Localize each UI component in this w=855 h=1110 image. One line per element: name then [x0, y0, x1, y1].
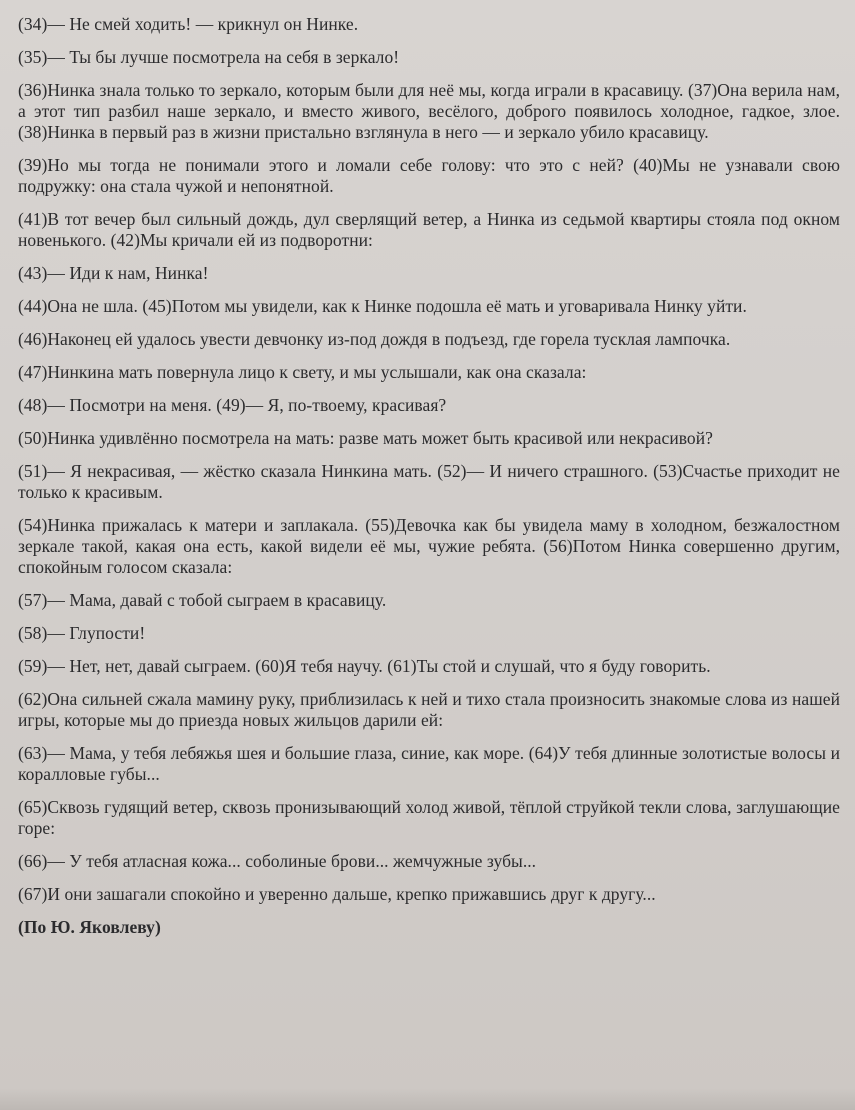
paragraph-44-45: (44)Она не шла. (45)Потом мы увидели, как к Нинке подошла её мать и уговаривала Нинку уйти.	[18, 296, 747, 316]
paragraph-43: (43)— Иди к нам, Нинка!	[18, 263, 209, 283]
paragraph-59-61: (59)— Нет, нет, давай сыграем. (60)Я тебя научу. (61)Ты стой и слушай, что я буду говорить.	[18, 656, 711, 676]
paragraph-48-49: (48)— Посмотри на меня. (49)— Я, по-твоему, красивая?	[18, 395, 447, 415]
paragraph-62: (62)Она сильней сжала мамину руку, приблизилась к ней и тихо стала произносить знакомые слова из нашей игры, которые мы до приезда новых жильцов дарили ей:	[18, 689, 840, 730]
paragraph-65: (65)Сквозь гудящий ветер, сквозь пронизывающий холод живой, тёплой струйкой текли слова, заглушающие горе:	[18, 797, 840, 838]
paragraph-54-56: (54)Нинка прижалась к матери и заплакала. (55)Девочка как бы увидела маму в холодном, безжалостном зеркале такой, какая она есть, какой видели её мы, чужие ребята. (56)Потом Нинка совершенно другим, спокойным голосом сказала:	[18, 515, 840, 577]
text-block	[18, 14, 840, 950]
page-bottom-shadow	[0, 1088, 855, 1110]
paragraph-63-64: (63)— Мама, у тебя лебяжья шея и большие глаза, синие, как море. (64)У тебя длинные золотистые волосы и коралловые губы...	[18, 743, 840, 784]
paragraph-67: (67)И они зашагали спокойно и уверенно дальше, крепко прижавшись друг к другу...	[18, 884, 656, 904]
paragraph-51-53: (51)— Я некрасивая, — жёстко сказала Нинкина мать. (52)— И ничего страшного. (53)Счастье приходит не только к красивым.	[18, 461, 840, 502]
paragraph-41-42: (41)В тот вечер был сильный дождь, дул сверлящий ветер, а Нинка из седьмой квартиры стояла под окном новенького. (42)Мы кричали ей из подворотни:	[18, 209, 840, 250]
paragraph-35: (35)— Ты бы лучше посмотрела на себя в зеркало!	[18, 47, 400, 67]
paragraph-47: (47)Нинкина мать повернула лицо к свету, и мы услышали, как она сказала:	[18, 362, 587, 382]
paragraph-46: (46)Наконец ей удалось увести девчонку из-под дождя в подъезд, где горела тусклая лампочка.	[18, 329, 731, 349]
paragraph-58: (58)— Глупости!	[18, 623, 146, 643]
paragraph-39-40: (39)Но мы тогда не понимали этого и ломали себе голову: что это с ней? (40)Мы не узнавали свою подружку: она стала чужой и непонятной.	[18, 155, 840, 196]
paragraph-34: (34)— Не смей ходить! — крикнул он Нинке.	[18, 14, 359, 34]
paragraph-57: (57)— Мама, давай с тобой сыграем в красавицу.	[18, 590, 387, 610]
source-attribution: (По Ю. Яковлеву)	[18, 917, 161, 937]
paragraph-50: (50)Нинка удивлённо посмотрела на мать: разве мать может быть красивой или некрасивой?	[18, 428, 713, 448]
paragraph-36-38: (36)Нинка знала только то зеркало, которым были для неё мы, когда играли в красавицу. (37)Она верила нам, а этот тип разбил наше зеркало, и вместо живого, весёлого, доброго появилось холодное, гадкое, злое. (38)Нинка в первый раз в жизни пристально взглянула в него — и зеркало убило красавицу.	[18, 80, 840, 142]
paragraph-66: (66)— У тебя атласная кожа... соболиные брови... жемчужные зубы...	[18, 851, 537, 871]
